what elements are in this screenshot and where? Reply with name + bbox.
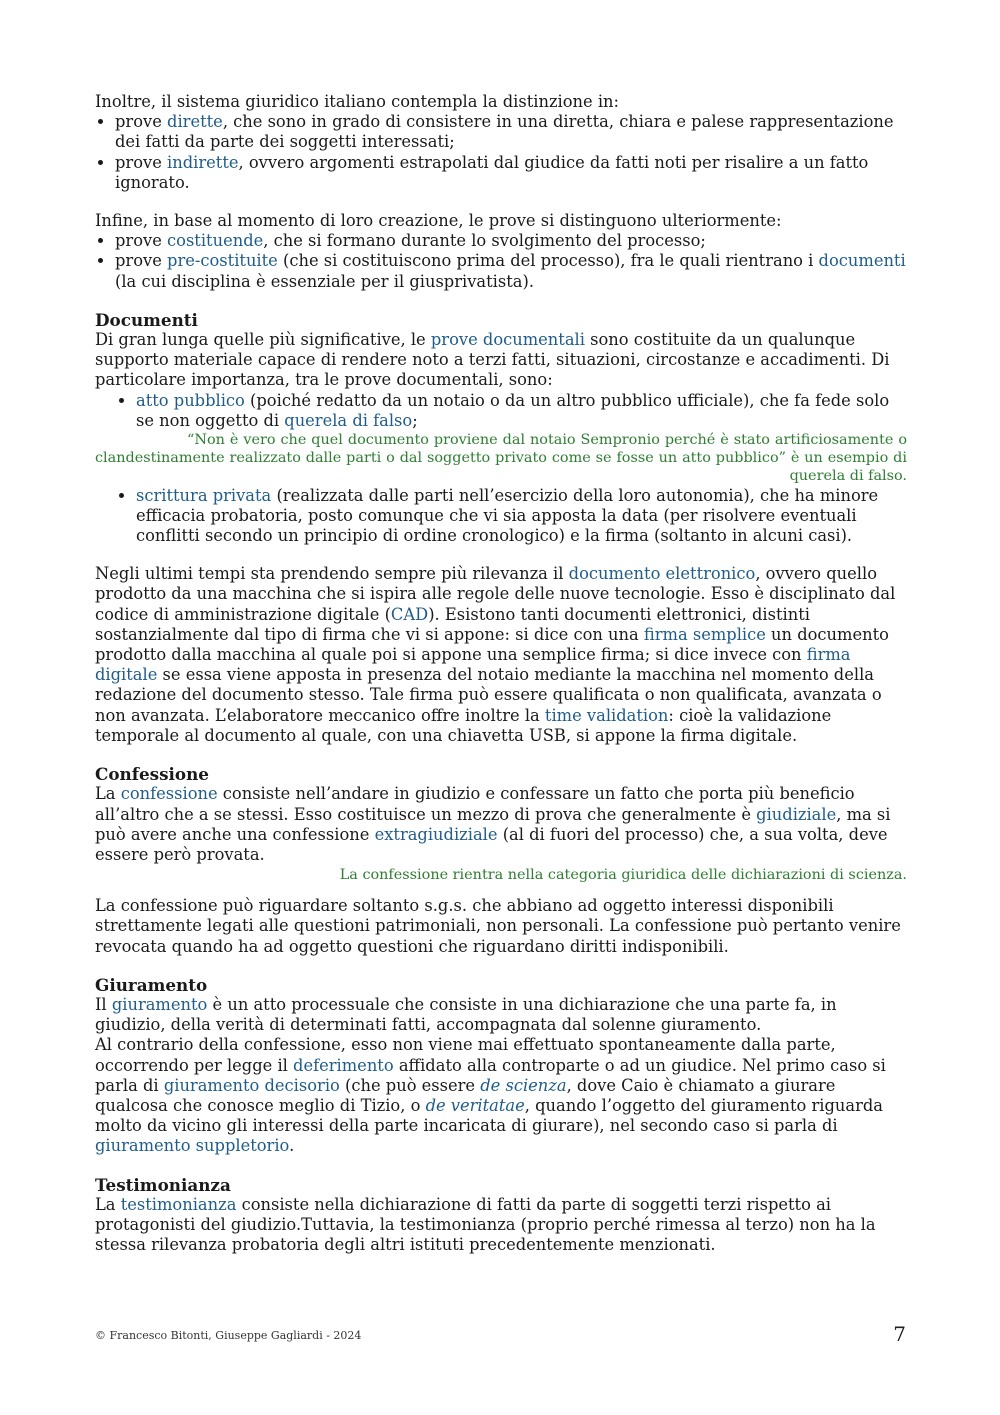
section-heading-testimonianza: Testimonianza <box>95 1174 231 1195</box>
section-heading-giuramento: Giuramento <box>95 974 208 995</box>
term-prove-documentali: prove documentali <box>430 330 585 350</box>
section-heading-confessione: Confessione <box>95 764 209 785</box>
term-firma-semplice: firma semplice <box>643 624 766 644</box>
term-firma-digitale: firma digitale <box>95 645 851 685</box>
term-giuramento-decisorio: giuramento decisorio <box>163 1075 340 1095</box>
intro-paragraph: Inoltre, il sistema giuridico italiano contempla la distinzione in: <box>95 92 620 111</box>
term-giudiziale: giudiziale <box>756 804 837 824</box>
term-giuramento: giuramento <box>111 994 208 1014</box>
creation-paragraph: Infine, in base al momento di loro creazione, le prove si distinguono ulteriormente: <box>95 211 782 231</box>
document-page <box>95 92 907 1255</box>
giuramento-paragraph: Il giuramento è un atto processuale che consiste in una dichiarazione che una parte fa, in giudizio, della verità di determinati fatti, accompagnata dal solenne giuramento. <box>95 994 837 1035</box>
confessione-paragraph: La confessione consiste nell’andare in giudizio e confessare un fatto che porta più beneficio all’altro che a se stessi. Esso costituisce un mezzo di prova che generalmente è giudiziale, ma si può avere anche una confessione extragiudiziale (al di fuori del processo) che, a sua volta, deve essere però provata. <box>95 784 891 864</box>
giuramento-paragraph-2: Al contrario della confessione, esso non viene mai effettuato spontaneamente dalla parte, occorrendo per legge il deferimento affidato alla controparte o ad un giudice. Nel primo caso si parla di giuramento decisorio (che può essere de scienza, dove Caio è chiamato a giurare qualcosa che conosce meglio di Tizio, o de veritatae, quando l’oggetto del giuramento riguarda molto da vicino gli interessi della parte incaricata di giurare), nel secondo caso si parla di giuramento suppletorio. <box>95 1035 886 1156</box>
term-testimonianza: testimonianza <box>120 1194 237 1214</box>
term-dirette: dirette <box>167 112 223 132</box>
term-indirette: indirette <box>167 152 239 172</box>
testimonianza-paragraph: La testimonianza consiste nella dichiarazione di fatti da parte di soggetti terzi rispetto ai protagonisti del giudizio.Tuttavia, la testimonianza (proprio perché rimessa al terzo) non ha la stessa rilevanza probatoria degli altri istituti precedentemente menzionati. <box>95 1194 876 1255</box>
documenti-paragraph: Di gran lunga quelle più significative, le prove documentali sono costituite da un qualunque supporto materiale capace di rendere noto a terzi fatti, situazioni, circostanze e accadimenti. Di particolare importanza, tra le prove documentali, sono: <box>95 330 890 390</box>
list-item: • prove dirette, che sono in grado di consistere in una diretta, chiara e palese rappresentazione dei fatti da parte dei soggetti interessati; <box>115 112 907 152</box>
term-time-validation: time validation <box>544 705 669 725</box>
list-item: • prove pre-costituite (che si costituiscono prima del processo), fra le quali rientrano i documenti (la cui disciplina è essenziale per il giusprivatista). <box>115 251 907 291</box>
term-de-veritatae: de veritatae <box>425 1095 525 1115</box>
confessione-paragraph-2: La confessione può riguardare soltanto s.g.s. che abbiano ad oggetto interessi disponibili strettamente legati alle questioni patrimoniali, non personali. La confessione può pertanto venire revocata quando ha ad oggetto questioni che riguardano diritti indisponibili. <box>95 896 901 956</box>
documenti-list <box>95 391 907 431</box>
term-giuramento-suppletorio: giuramento suppletorio <box>95 1136 290 1156</box>
page-number: 7 <box>893 1322 906 1346</box>
term-de-scienza: de scienza <box>480 1075 567 1095</box>
term-atto-pubblico: atto pubblico <box>136 390 245 410</box>
term-confessione: confessione <box>120 784 218 804</box>
term-pre-costituite: pre-costituite <box>167 251 278 271</box>
creation-list <box>95 231 907 292</box>
term-deferimento: deferimento <box>293 1055 394 1075</box>
term-extragiudiziale: extragiudiziale <box>374 824 498 844</box>
footer-copyright: © Francesco Bitonti, Giuseppe Gagliardi - 2024 <box>95 1329 362 1342</box>
section-heading-documenti: Documenti <box>95 309 198 330</box>
documenti-list-2 <box>95 486 907 547</box>
term-scrittura-privata: scrittura privata <box>136 485 272 505</box>
confessione-note: La confessione rientra nella categoria giuridica delle dichiarazioni di scienza. <box>339 867 907 884</box>
direct-indirect-list <box>95 112 907 193</box>
list-item: • prove costituende, che si formano durante lo svolgimento del processo; <box>115 231 907 251</box>
list-item: • scrittura privata (realizzata dalle parti nell’esercizio della loro autonomia), che ha minore efficacia probatoria, posto comunque che vi sia apposta la data (per risolvere eventuali conflitti secondo un principio di ordine cronologico) e la firma (soltanto in alcuni casi). <box>136 486 907 547</box>
quote-note: “Non è vero che quel documento proviene dal notaio Sempronio perché è stato artificiosamente o clandestinamente realizzato dalle parti o dal soggetto privato come se fosse un atto pubblico” è un esempio di querela di falso. <box>95 432 907 485</box>
documento-elettronico-paragraph: Negli ultimi tempi sta prendendo sempre più rilevanza il documento elettronico, ovvero quello prodotto da una macchina che si ispira alle regole delle nuove tecnologie. Esso è disciplinato dal codice di amministrazione digitale (CAD). Esistono tanti documenti elettronici, distinti sostanzialmente dal tipo di firma che vi si appone: si dice con una firma semplice un documento prodotto dalla macchina al quale poi si appone una semplice firma; si dice invece con firma digitale se essa viene apposta in presenza del notaio mediante la macchina nel momento della redazione del documento stesso. Tale firma può essere qualificata o non qualificata, avanzata o non avanzata. L’elaboratore meccanico offre inoltre la time validation: cioè la validazione temporale al documento al quale, con una chiavetta USB, si appone la firma digitale. <box>95 564 896 745</box>
term-querela-di-falso: querela di falso <box>284 410 413 430</box>
term-cad: CAD <box>390 604 429 624</box>
term-documenti: documenti <box>818 251 906 271</box>
list-item: • prove indirette, ovvero argomenti estrapolati dal giudice da fatti noti per risalire a un fatto ignorato. <box>115 153 907 193</box>
list-item: • atto pubblico (poiché redatto da un notaio o da un altro pubblico ufficiale), che fa fede solo se non oggetto di querela di falso; <box>136 391 907 431</box>
term-documento-elettronico: documento elettronico <box>568 564 756 584</box>
term-costituende: costituende <box>167 231 264 251</box>
